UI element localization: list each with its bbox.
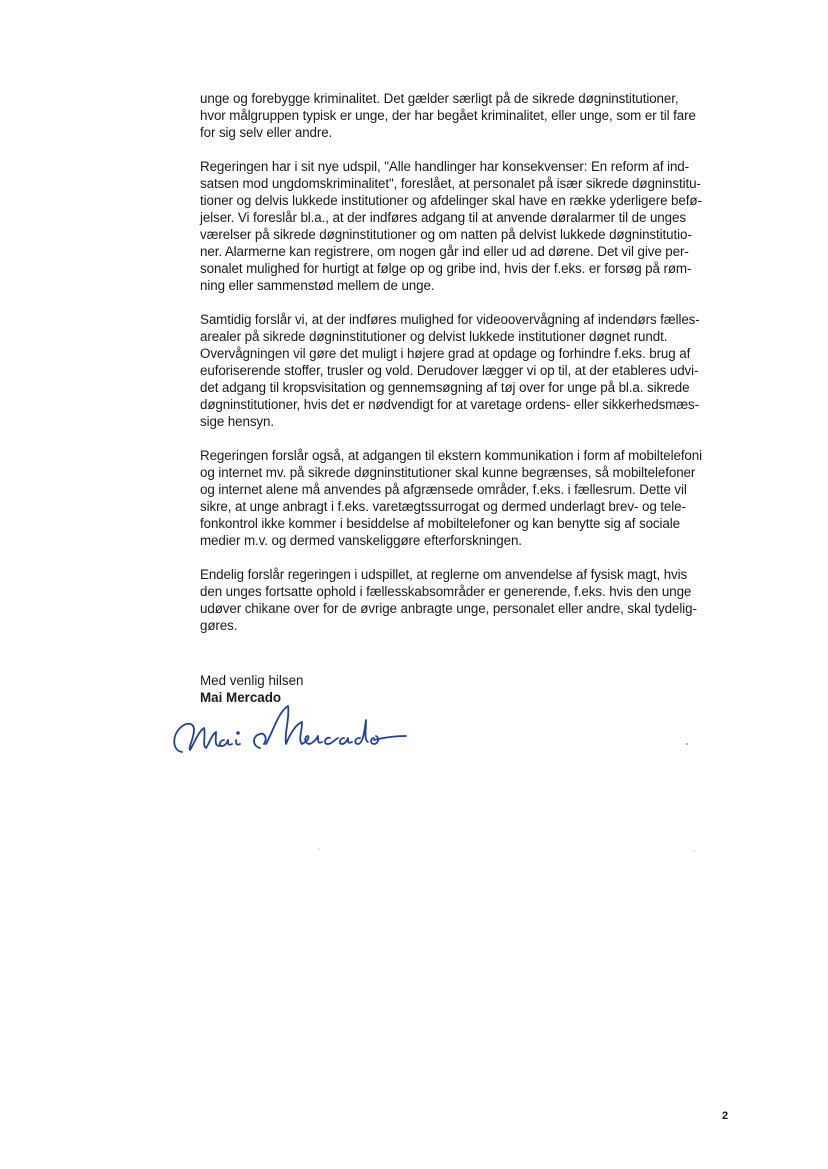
scan-speck	[686, 743, 688, 745]
paragraph-3: Samtidig forslår vi, at der indføres mulighed for videoovervågning af indendørs fælles- arealer på sikrede døgninstitutioner og delvist lukkede institutioner døgnet rundt. Overvågningen vil gøre det muligt i højere grad at opdage og forhindre f.eks. brug af euforiserende stoffer, trusler og vold. Derudover lægger vi op til, at der etableres udvi- det adgang til kropsvisitation og gennemsøgning af tøj over for unge på bl.a. sikrede døgninstitutioner, hvis det er nødvendigt for at varetage ordens- eller sikkerhedsmæs- sige hensyn.	[200, 312, 700, 429]
letter-body	[200, 90, 740, 651]
scan-speck	[693, 850, 695, 852]
handwritten-signature	[168, 700, 408, 762]
paragraph-2: Regeringen har i sit nye udspil, "Alle handlinger har konsekvenser: En reform af ind- satsen mod ungdomskriminalitet", foreslået, at personalet på især sikrede døgninstitu- tioner og delvis lukkede institutioner og afdelinger skal have en række yderligere befø- jelser. Vi foreslår bl.a., at der indføres adgang til at anvende døralarmer til de unges værelser på sikrede døgninstitutioner og om natten på delvist lukkede døgninstitutio- ner. Alarmerne kan registrere, om nogen går ind eller ud ad dørene. Det vil give per- sonalet mulighed for hurtigt at følge op og gribe ind, hvis der f.eks. er forsøg på røm- ning eller sammenstød mellem de unge.	[200, 159, 702, 293]
paragraph-1: unge og forebygge kriminalitet. Det gælder særligt på de sikrede døgninstitutioner, hvor målgruppen typisk er unge, der har begået kriminalitet, eller unge, som er til fare for sig selv eller andre.	[200, 91, 696, 140]
paragraph-4: Regeringen forslår også, at adgangen til ekstern kommunikation i form af mobiltelefoni og internet mv. på sikrede døgninstitutioner skal kunne begrænses, så mobiltelefoner og internet alene må anvendes på afgrænsede områder, f.eks. i fællesrum. Dette vil sikre, at unge anbragt i f.eks. varetægtssurrogat og dermed underlagt brev- og tele- fonkontrol ikke kommer i besiddelse af mobiltelefoner og kan benytte sig af sociale medier m.v. og dermed vanskeliggøre efterforskningen.	[200, 448, 703, 548]
sender-name: Mai Mercado	[200, 690, 282, 705]
scan-speck	[318, 848, 320, 850]
paragraph-5: Endelig forslår regeringen i udspillet, at reglerne om anvendelse af fysisk magt, hvis den unges fortsatte ophold i fællesskabsområder er generende, f.eks. hvis den unge udøver chikane over for de øvrige anbragte unge, personalet eller andre, skal tydelig- gøres.	[200, 567, 697, 633]
closing-greeting: Med venlig hilsen	[200, 673, 304, 688]
page-number: 2	[722, 1110, 729, 1122]
